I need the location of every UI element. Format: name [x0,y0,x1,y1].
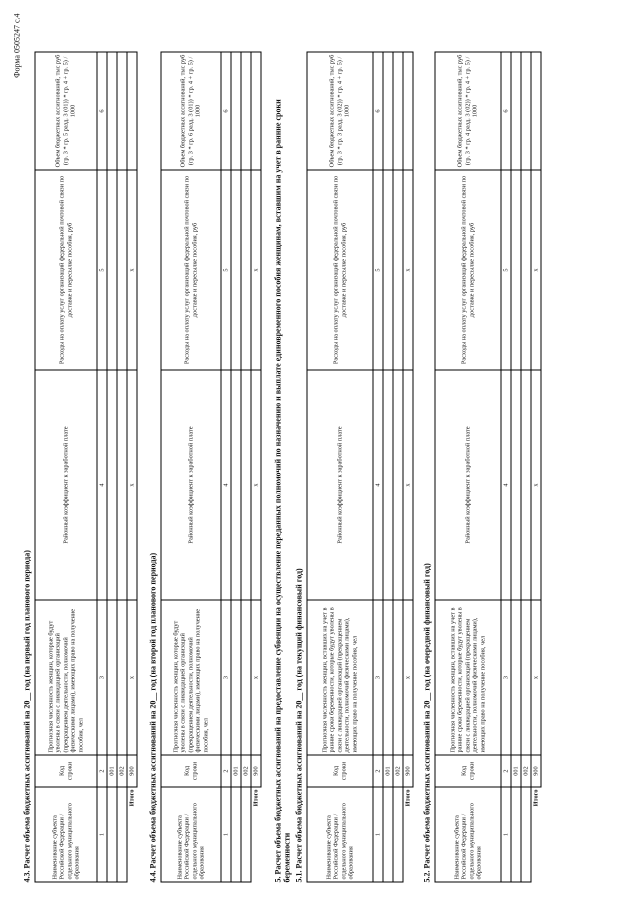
section-4-4-title: 4.4. Расчет объема бюджетных ассигнований на 20__ год (на второй год планового периода) [148,552,158,883]
header-forecast-count: Прогнозная численность женщин, которые будут уволены в связи с ликвидацией организаций (прекращением деятельности, полномочий физическими лицами), имеющих право на получение пособия, чел [161,600,221,755]
row-code: 002 [393,755,403,787]
cell-value[interactable] [383,370,393,600]
header-forecast-count: Прогнозная численность женщин, которые будут уволены в связи с ликвидацией организаций (прекращением деятельности, полномочий физическими лицами), имеющих право на получение пособия, чел [35,600,97,755]
section-5-1-title: 5.1. Расчет объема бюджетных ассигнований на 20__ год (на текущий финансовый год) [294,568,304,883]
col-number: 4 [221,370,231,600]
form-code: Форма 0505247 с.4 [12,13,22,78]
x-mark: x [531,370,541,600]
cell-subject[interactable] [231,787,241,882]
cell-value[interactable] [241,370,251,600]
col-number: 5 [501,170,511,370]
cell-value[interactable] [117,170,127,370]
cell-value[interactable] [241,170,251,370]
cell-value[interactable] [117,52,127,170]
row-code: 001 [231,755,241,787]
cell-subject[interactable] [117,787,127,882]
col-number: 4 [501,370,511,600]
row-code: 900 [127,755,137,787]
cell-value[interactable] [107,370,117,600]
total-label: Итого [404,789,412,807]
col-number: 2 [373,755,383,787]
col-number: 1 [97,787,107,882]
row-code: 001 [383,755,393,787]
cell-subject[interactable] [107,787,117,882]
x-mark: x [251,600,261,755]
col-number: 2 [221,755,231,787]
cell-value[interactable] [117,600,127,755]
table-4-3 [35,52,138,883]
cell-value[interactable] [383,600,393,755]
header-budget-volume: Объем бюджетных ассигнований, тыс руб (гр. 3 * гр. 5 разд. 3 (01)) * гр. 4 + гр. 5) / 1000 [35,52,97,170]
total-value[interactable] [251,52,261,170]
header-forecast-count: Прогнозная численность женщин, вставших на учет в ранние сроки беременности, которые будут уволены в связи с ликвидацией организаций (прекращением деятельности, полномочий физическими лицами), имеющих право на получение пособия, чел [435,600,501,755]
col-number: 4 [97,370,107,600]
row-code: 001 [511,755,521,787]
x-mark: x [251,370,261,600]
cell-value[interactable] [231,370,241,600]
header-budget-volume: Объем бюджетных ассигнований, тыс руб (гр. 3 * гр. 6 разд. 3 (01)) * гр. 4 + гр. 5) / 1000 [161,52,221,170]
header-subject: Наименование субъекта Российской Федерации / отдельного муниципального образования [435,787,501,882]
cell-value[interactable] [231,52,241,170]
col-number: 6 [501,52,511,170]
x-mark: x [531,600,541,755]
cell-subject[interactable] [383,787,393,882]
header-subject: Наименование субъекта Российской Федерации / отдельного муниципального образования [161,787,221,882]
x-mark: x [127,600,137,755]
cell-value[interactable] [393,600,403,755]
row-code: 002 [521,755,531,787]
col-number: 1 [373,787,383,882]
header-subject: Наименование субъекта Российской Федерации / отдельного муниципального образования [35,787,97,882]
cell-subject[interactable] [393,787,403,882]
x-mark: x [531,170,541,370]
header-regional-coefficient: Районный коэффициент к заработной плате [161,370,221,600]
total-value[interactable] [403,52,413,170]
header-regional-coefficient: Районный коэффициент к заработной плате [35,370,97,600]
cell-subject[interactable] [241,787,251,882]
col-number: 6 [221,52,231,170]
total-value[interactable] [531,52,541,170]
x-mark: x [403,600,413,755]
header-subject: Наименование субъекта Российской Федерации / отдельного муниципального образования [307,787,373,882]
cell-value[interactable] [521,170,531,370]
cell-value[interactable] [511,52,521,170]
total-label: Итого [532,789,540,807]
col-number: 2 [501,755,511,787]
cell-value[interactable] [117,370,127,600]
header-postal-expenses: Расходы на оплату услуг организаций федеральной почтовой связи по доставке и пересылке пособия, руб [35,170,97,370]
cell-value[interactable] [383,170,393,370]
row-code: 900 [251,755,261,787]
cell-value[interactable] [393,170,403,370]
header-regional-coefficient: Районный коэффициент к заработной плате [307,370,373,600]
header-budget-volume: Объем бюджетных ассигнований, тыс руб (гр. 3 * гр. 3 разд. 3 (02)) * гр. 4 + гр. 5) / 1000 [307,52,373,170]
x-mark: x [403,370,413,600]
header-forecast-count: Прогнозная численность женщин, вставших на учет в ранние сроки беременности, которые будут уволены в связи с ликвидацией организаций (прекращением деятельности, полномочий физическими лицами), имеющих право на получение пособия, чел [307,600,373,755]
col-number: 3 [97,600,107,755]
row-code: 002 [241,755,251,787]
cell-subject[interactable] [511,787,521,882]
row-code: 001 [107,755,117,787]
cell-value[interactable] [383,52,393,170]
total-label: Итого [252,789,260,807]
total-value[interactable] [127,52,137,170]
section-5-2-title: 5.2. Расчет объема бюджетных ассигнований на 20__ год (на очередной финансовый год) [422,563,432,883]
col-number: 5 [221,170,231,370]
header-row-code: Код строки [35,755,97,787]
section-5 [274,53,414,883]
cell-value[interactable] [241,600,251,755]
section-4-4 [149,53,262,883]
col-number: 3 [501,600,511,755]
cell-value[interactable] [241,52,251,170]
row-code: 002 [117,755,127,787]
header-row-code: Код строки [161,755,221,787]
x-mark: x [127,170,137,370]
cell-value[interactable] [231,600,241,755]
col-number: 1 [221,787,231,882]
col-number: 2 [97,755,107,787]
header-postal-expenses: Расходы на оплату услуг организаций федеральной почтовой связи по доставке и пересылке пособия, руб [161,170,221,370]
cell-value[interactable] [521,370,531,600]
col-number: 3 [221,600,231,755]
x-mark: x [251,170,261,370]
x-mark: x [403,170,413,370]
cell-value[interactable] [107,170,117,370]
cell-value[interactable] [521,52,531,170]
section-5-title: 5. Расчет объема бюджетных ассигнований на предоставление субвенции на осуществление переданных полномочий по назначению и выплате единовременного пособия женщинам, вставшим на учет в ранние сроки беременности [273,99,292,883]
col-number: 4 [373,370,383,600]
section-5-2 [423,53,542,883]
cell-value[interactable] [107,52,117,170]
header-regional-coefficient: Районный коэффициент к заработной плате [435,370,501,600]
cell-subject[interactable] [521,787,531,882]
header-row-code: Код строки [435,755,501,787]
cell-value[interactable] [107,600,117,755]
cell-value[interactable] [511,170,521,370]
col-number: 5 [97,170,107,370]
cell-value[interactable] [521,600,531,755]
x-mark: x [127,370,137,600]
section-4-3-title: 4.3. Расчет объема бюджетных ассигнований на 20__ год (на первый год планового периода) [22,550,32,883]
section-4-3 [23,53,138,883]
header-row-code: Код строки [307,755,373,787]
cell-value[interactable] [511,600,521,755]
cell-value[interactable] [231,170,241,370]
col-number: 6 [97,52,107,170]
header-budget-volume: Объем бюджетных ассигнований, тыс руб (гр. 3 * гр. 4 разд. 3 (02)) * гр. 4 + гр. 5) / 1000 [435,52,501,170]
col-number: 6 [373,52,383,170]
cell-value[interactable] [393,52,403,170]
cell-value[interactable] [511,370,521,600]
row-code: 900 [403,755,413,787]
row-code: 900 [531,755,541,787]
rotated-document-page [1,0,640,905]
col-number: 3 [373,600,383,755]
header-postal-expenses: Расходы на оплату услуг организаций федеральной почтовой связи по доставке и пересылке пособия, руб [307,170,373,370]
cell-value[interactable] [393,370,403,600]
table-5-2 [435,52,542,883]
total-label: Итого [128,789,136,807]
header-postal-expenses: Расходы на оплату услуг организаций федеральной почтовой связи по доставке и пересылке пособия, руб [435,170,501,370]
col-number: 1 [501,787,511,882]
table-4-4 [161,52,262,883]
table-5-1 [307,52,414,883]
col-number: 5 [373,170,383,370]
